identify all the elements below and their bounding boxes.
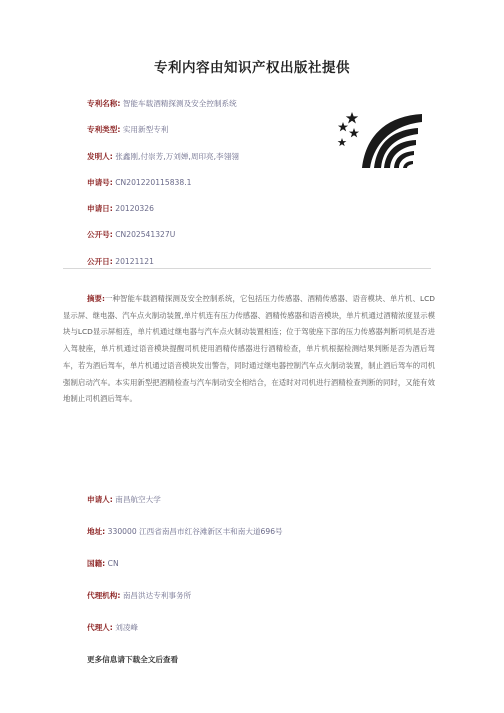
- meta-value: 20121121: [115, 256, 154, 266]
- meta-label: 专利类型:: [87, 125, 121, 135]
- meta-row-application-number: [87, 177, 239, 188]
- info-label: 代理机构:: [87, 591, 121, 600]
- meta-value: 智能车载酒精探测及安全控制系统: [122, 99, 237, 108]
- meta-label: 申请日:: [87, 204, 113, 214]
- info-row-address: [87, 526, 283, 537]
- meta-value: 实用新型专利: [122, 125, 169, 135]
- meta-row-publication-number: [87, 229, 239, 240]
- meta-label: 公开号:: [87, 230, 113, 240]
- abstract-text: 一种智能车载酒精探测及安全控制系统，它包括压力传感器、酒精传感器、语音模块、单片机、LCD显示屏、继电器、汽车点火制动装置,单片机连有压力传感器、酒精传感器和语音模块，单片机通过酒精浓度显示模块与LCD显示屏相连，单片机通过继电器与汽车点火制动装置相连；位于驾驶座下部的压力传感器判断司机是否进入驾驶座，单片机通过语音模块提醒司机使用酒精传感器进行酒精检查，单片机根据检测结果判断是否为酒后驾车，若为酒后驾车，单片机通过语音模块发出警告，同时通过继电器控制汽车点火制动装置，制止酒后驾车的司机强制启动汽车。本实用新型把酒精检查与汽车制动安全相结合，在适时对司机进行酒精检查判断的同时，又能有效地制止司机酒后驾车。: [63, 294, 435, 404]
- download-more-link[interactable]: 更多信息请下载全文后查看: [87, 655, 179, 664]
- meta-row-name: [87, 98, 239, 109]
- info-label: 地址:: [87, 527, 106, 536]
- info-value: CN: [107, 559, 119, 568]
- info-value: 南昌洪达专利事务所: [122, 591, 192, 600]
- meta-row-application-date: [87, 203, 239, 214]
- info-row-applicant: [87, 494, 161, 505]
- meta-row-publication-date: [87, 256, 239, 267]
- abstract: [63, 291, 435, 408]
- meta-row-type: [87, 124, 239, 135]
- info-value: 南昌航空大学: [115, 495, 161, 504]
- info-value: 330000 江西省南昌市红谷滩新区丰和南大道696号: [107, 527, 283, 536]
- meta-row-inventors: [87, 151, 239, 162]
- info-label: 申请人:: [87, 495, 113, 504]
- star-icon: [338, 122, 348, 131]
- meta-label: 申请号:: [87, 177, 113, 187]
- meta-value: 20120326: [115, 204, 154, 214]
- section-divider: [63, 268, 431, 269]
- star-icon: [349, 128, 359, 137]
- meta-label: 发明人:: [87, 151, 113, 161]
- star-icon: [338, 138, 347, 146]
- star-icon: [346, 112, 358, 124]
- meta-value: CN201220115838.1: [115, 177, 192, 187]
- info-row-agent: [87, 622, 138, 633]
- info-value: 刘凌峰: [115, 623, 139, 632]
- info-row-nationality: [87, 558, 119, 569]
- abstract-label: 摘要:: [87, 294, 105, 303]
- info-row-agency: [87, 590, 191, 601]
- sipo-emblem-icon: [334, 110, 426, 170]
- info-label: 国籍:: [87, 559, 106, 568]
- meta-value: 张鑫刚,付崇芳,万刘婵,周印亮,李翎翎: [115, 151, 239, 161]
- patent-meta: [87, 98, 239, 282]
- meta-label: 公开日:: [87, 256, 113, 266]
- info-label: 代理人:: [87, 623, 113, 632]
- meta-label: 专利名称:: [87, 99, 121, 108]
- emblem-stripe: [403, 161, 413, 168]
- meta-value: CN202541327U: [115, 230, 176, 240]
- page-title: 专利内容由知识产权出版社提供: [154, 60, 350, 76]
